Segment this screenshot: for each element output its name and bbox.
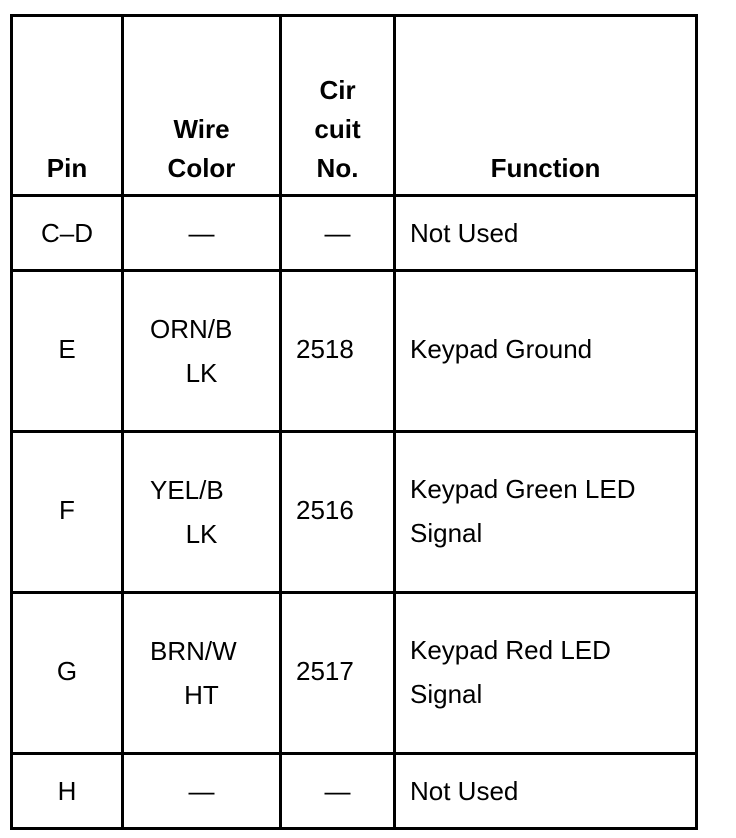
circuit-cell: — — [281, 196, 395, 271]
wire-color-cell: YEL/B LK — [123, 432, 281, 593]
table-row — [12, 593, 697, 754]
header-pin: Pin — [12, 16, 123, 196]
header-function: Function — [395, 16, 697, 196]
circuit-cell: 2516 — [281, 432, 395, 593]
pin-cell: C–D — [12, 196, 123, 271]
connector-pinout-table — [10, 14, 698, 830]
wire-color-cell: BRN/W HT — [123, 593, 281, 754]
table-header-row — [12, 16, 697, 196]
pin-cell: F — [12, 432, 123, 593]
wire-color-cell: ORN/B LK — [123, 271, 281, 432]
table-row — [12, 432, 697, 593]
table-row — [12, 271, 697, 432]
function-cell: Keypad Ground — [395, 271, 697, 432]
wire-color-cell: — — [123, 196, 281, 271]
table-row — [12, 196, 697, 271]
function-cell: Not Used — [395, 754, 697, 829]
wire-color-cell: — — [123, 754, 281, 829]
circuit-cell: — — [281, 754, 395, 829]
pin-cell: G — [12, 593, 123, 754]
pin-cell: E — [12, 271, 123, 432]
function-cell: Keypad Green LED Signal — [395, 432, 697, 593]
header-circuit-no: Cir cuit No. — [281, 16, 395, 196]
header-wire-color: Wire Color — [123, 16, 281, 196]
circuit-cell: 2517 — [281, 593, 395, 754]
function-cell: Not Used — [395, 196, 697, 271]
table-row — [12, 754, 697, 829]
circuit-cell: 2518 — [281, 271, 395, 432]
function-cell: Keypad Red LED Signal — [395, 593, 697, 754]
pin-cell: H — [12, 754, 123, 829]
